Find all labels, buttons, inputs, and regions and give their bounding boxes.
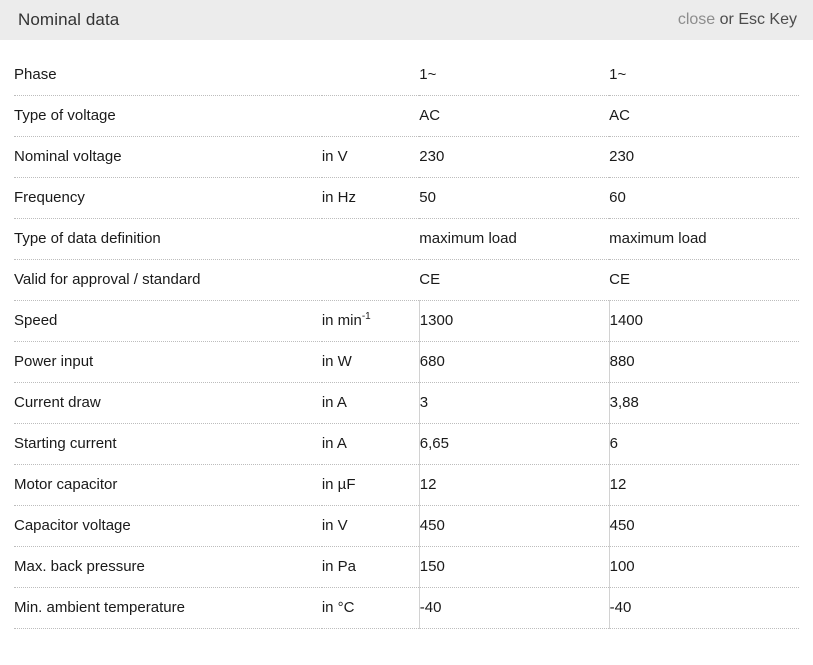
spec-value-column-1: 6,65 — [419, 423, 609, 464]
spec-label: Current draw — [14, 382, 322, 423]
spec-value-column-1: 680 — [419, 341, 609, 382]
spec-value-column-2: 1400 — [609, 300, 799, 341]
spec-label: Type of data definition — [14, 218, 322, 259]
spec-value-column-1: 50 — [419, 177, 609, 218]
spec-label: Starting current — [14, 423, 322, 464]
unit-exponent: -1 — [361, 311, 371, 322]
spec-unit: in Pa — [322, 546, 419, 587]
spec-value-column-1: 1~ — [419, 54, 609, 95]
esc-key-label: Esc Key — [738, 11, 797, 28]
table-row — [14, 54, 799, 95]
nominal-data-table — [14, 54, 799, 629]
spec-unit: in W — [322, 341, 419, 382]
table-row — [14, 136, 799, 177]
spec-label: Type of voltage — [14, 95, 322, 136]
spec-value-column-1: -40 — [419, 587, 609, 628]
spec-value-column-2: 880 — [609, 341, 799, 382]
table-row — [14, 218, 799, 259]
spec-unit — [322, 54, 419, 95]
spec-label: Valid for approval / standard — [14, 259, 322, 300]
spec-unit: in °C — [322, 587, 419, 628]
spec-value-column-2: 6 — [609, 423, 799, 464]
spec-unit — [322, 218, 419, 259]
spec-unit: in A — [322, 382, 419, 423]
spec-value-column-1: AC — [419, 95, 609, 136]
spec-label: Max. back pressure — [14, 546, 322, 587]
spec-unit: in V — [322, 136, 419, 177]
spec-unit: in A — [322, 423, 419, 464]
table-row — [14, 464, 799, 505]
spec-value-column-1: 12 — [419, 464, 609, 505]
spec-value-column-1: 3 — [419, 382, 609, 423]
spec-value-column-1: 1300 — [419, 300, 609, 341]
page-title: Nominal data — [18, 10, 120, 29]
spec-value-column-2: maximum load — [609, 218, 799, 259]
spec-value-column-1: 150 — [419, 546, 609, 587]
spec-unit: in µF — [322, 464, 419, 505]
spec-value-column-2: 3,88 — [609, 382, 799, 423]
spec-value-column-2: CE — [609, 259, 799, 300]
spec-value-column-1: 450 — [419, 505, 609, 546]
table-row — [14, 587, 799, 628]
spec-value-column-2: 100 — [609, 546, 799, 587]
spec-table-body — [14, 54, 799, 628]
spec-value-column-2: 450 — [609, 505, 799, 546]
spec-unit — [322, 95, 419, 136]
table-row — [14, 300, 799, 341]
table-row — [14, 95, 799, 136]
table-row — [14, 546, 799, 587]
spec-label: Nominal voltage — [14, 136, 322, 177]
close-hint-separator: or — [715, 11, 739, 28]
spec-label: Power input — [14, 341, 322, 382]
table-row — [14, 259, 799, 300]
spec-unit: in $\min^{-1}$ — [322, 300, 419, 341]
spec-label: Phase — [14, 54, 322, 95]
spec-label: Motor capacitor — [14, 464, 322, 505]
spec-label: Capacitor voltage — [14, 505, 322, 546]
spec-label: Frequency — [14, 177, 322, 218]
spec-unit: in V — [322, 505, 419, 546]
spec-value-column-2: 60 — [609, 177, 799, 218]
spec-value-column-1: CE — [419, 259, 609, 300]
spec-label: Min. ambient temperature — [14, 587, 322, 628]
spec-unit: in Hz — [322, 177, 419, 218]
spec-value-column-2: AC — [609, 95, 799, 136]
spec-label: Speed — [14, 300, 322, 341]
spec-value-column-2: 230 — [609, 136, 799, 177]
table-row — [14, 505, 799, 546]
table-row — [14, 423, 799, 464]
spec-value-column-1: 230 — [419, 136, 609, 177]
table-row — [14, 177, 799, 218]
spec-value-column-1: maximum load — [419, 218, 609, 259]
spec-value-column-2: 12 — [609, 464, 799, 505]
table-row — [14, 341, 799, 382]
close-button[interactable]: close — [677, 11, 716, 28]
spec-table-container — [0, 40, 813, 629]
spec-value-column-2: -40 — [609, 587, 799, 628]
spec-value-column-2: 1~ — [609, 54, 799, 95]
table-row — [14, 382, 799, 423]
spec-unit — [322, 259, 419, 300]
panel-titlebar — [0, 0, 813, 40]
close-hint — [678, 11, 797, 29]
